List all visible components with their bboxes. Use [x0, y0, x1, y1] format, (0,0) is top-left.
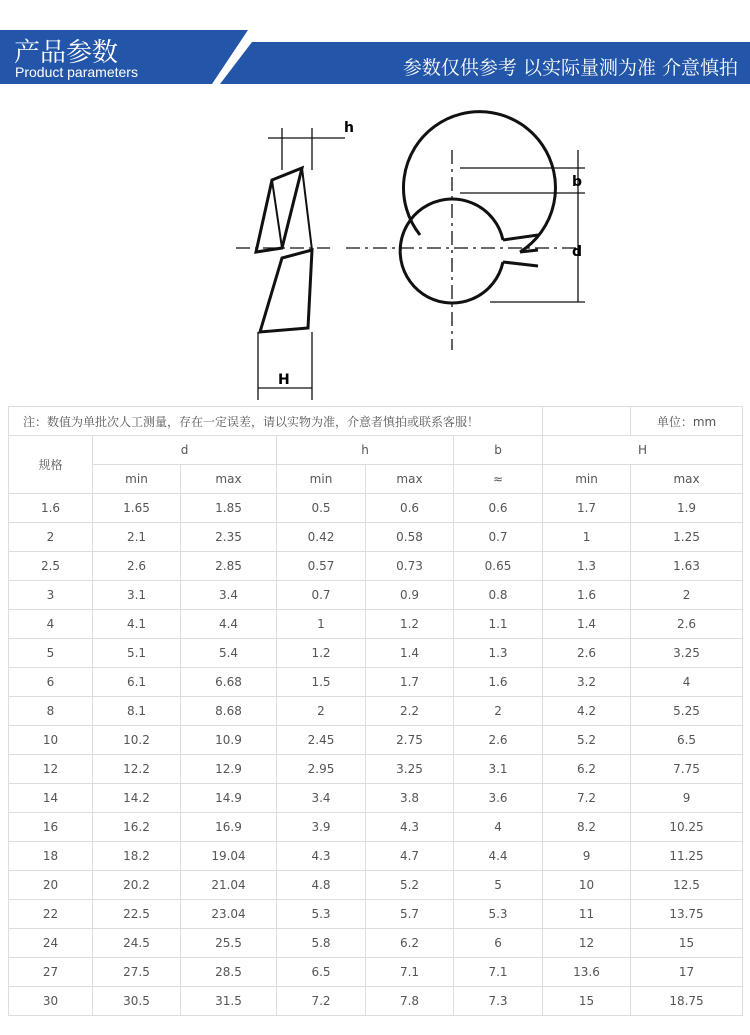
- value-cell: 7.2: [277, 987, 366, 1016]
- value-cell: 2: [454, 697, 543, 726]
- label-h: h: [344, 120, 354, 136]
- value-cell: 5: [454, 871, 543, 900]
- value-cell: 4: [631, 668, 743, 697]
- spec-cell: 30: [9, 987, 93, 1016]
- value-cell: 3.2: [543, 668, 631, 697]
- value-cell: 10: [543, 871, 631, 900]
- value-cell: 4.4: [454, 842, 543, 871]
- value-cell: 1.5: [277, 668, 366, 697]
- spec-cell: 14: [9, 784, 93, 813]
- spec-cell: 2.5: [9, 552, 93, 581]
- value-cell: 3.8: [366, 784, 454, 813]
- spec-cell: 1.6: [9, 494, 93, 523]
- group-header-h: h: [277, 436, 454, 465]
- subheader-cell: ≈: [454, 465, 543, 494]
- value-cell: 5.1: [93, 639, 181, 668]
- value-cell: 7.3: [454, 987, 543, 1016]
- value-cell: 14.9: [181, 784, 277, 813]
- table-row: [9, 523, 743, 552]
- value-cell: 24.5: [93, 929, 181, 958]
- value-cell: 12.9: [181, 755, 277, 784]
- table-row: [9, 494, 743, 523]
- value-cell: 6: [454, 929, 543, 958]
- table-row: [9, 813, 743, 842]
- value-cell: 0.6: [454, 494, 543, 523]
- spring-washer-diagram: [220, 110, 620, 400]
- value-cell: 3.9: [277, 813, 366, 842]
- value-cell: 5.8: [277, 929, 366, 958]
- value-cell: 0.58: [366, 523, 454, 552]
- value-cell: 5.4: [181, 639, 277, 668]
- value-cell: 10.25: [631, 813, 743, 842]
- table-row: [9, 842, 743, 871]
- value-cell: 12.5: [631, 871, 743, 900]
- table-row: [9, 871, 743, 900]
- subheader-cell: max: [631, 465, 743, 494]
- value-cell: 1.3: [543, 552, 631, 581]
- value-cell: 16.9: [181, 813, 277, 842]
- value-cell: 7.2: [543, 784, 631, 813]
- value-cell: 7.75: [631, 755, 743, 784]
- value-cell: 3.4: [181, 581, 277, 610]
- subheader-cell: min: [93, 465, 181, 494]
- spec-cell: 6: [9, 668, 93, 697]
- table-row: [9, 929, 743, 958]
- value-cell: 6.2: [543, 755, 631, 784]
- value-cell: 2.6: [93, 552, 181, 581]
- value-cell: 0.57: [277, 552, 366, 581]
- table-row: [9, 755, 743, 784]
- value-cell: 1.4: [366, 639, 454, 668]
- spec-cell: 27: [9, 958, 93, 987]
- value-cell: 4.2: [543, 697, 631, 726]
- value-cell: 1.9: [631, 494, 743, 523]
- spec-header: 规格: [9, 436, 93, 494]
- table-row: [9, 581, 743, 610]
- value-cell: 18.75: [631, 987, 743, 1016]
- table-row: [9, 726, 743, 755]
- value-cell: 6.5: [631, 726, 743, 755]
- value-cell: 2.6: [543, 639, 631, 668]
- value-cell: 3.25: [366, 755, 454, 784]
- value-cell: 15: [631, 929, 743, 958]
- value-cell: 25.5: [181, 929, 277, 958]
- value-cell: 13.6: [543, 958, 631, 987]
- value-cell: 1.2: [277, 639, 366, 668]
- value-cell: 5.2: [366, 871, 454, 900]
- value-cell: 4.3: [366, 813, 454, 842]
- value-cell: 0.65: [454, 552, 543, 581]
- value-cell: 0.6: [366, 494, 454, 523]
- label-d: d: [572, 244, 583, 260]
- value-cell: 2.75: [366, 726, 454, 755]
- value-cell: 0.7: [277, 581, 366, 610]
- value-cell: 6.5: [277, 958, 366, 987]
- value-cell: 13.75: [631, 900, 743, 929]
- spec-cell: 8: [9, 697, 93, 726]
- value-cell: 8.2: [543, 813, 631, 842]
- value-cell: 0.8: [454, 581, 543, 610]
- measurement-note: 注：数值为单批次人工测量，存在一定误差，请以实物为准，介意者慎拍或联系客服！: [9, 407, 543, 436]
- spec-table: [8, 406, 743, 1016]
- table-row: [9, 987, 743, 1016]
- spec-cell: 20: [9, 871, 93, 900]
- subheader-cell: max: [181, 465, 277, 494]
- spec-cell: 4: [9, 610, 93, 639]
- value-cell: 0.42: [277, 523, 366, 552]
- value-cell: 8.1: [93, 697, 181, 726]
- value-cell: 6.2: [366, 929, 454, 958]
- value-cell: 1.2: [366, 610, 454, 639]
- value-cell: 1.4: [543, 610, 631, 639]
- spec-cell: 2: [9, 523, 93, 552]
- value-cell: 9: [631, 784, 743, 813]
- value-cell: 1.63: [631, 552, 743, 581]
- group-header-d: d: [93, 436, 277, 465]
- value-cell: 7.8: [366, 987, 454, 1016]
- spec-cell: 22: [9, 900, 93, 929]
- subheader-cell: min: [543, 465, 631, 494]
- value-cell: 0.9: [366, 581, 454, 610]
- table-row: [9, 668, 743, 697]
- value-cell: 2: [631, 581, 743, 610]
- value-cell: 4.4: [181, 610, 277, 639]
- spec-cell: 16: [9, 813, 93, 842]
- value-cell: 1: [543, 523, 631, 552]
- value-cell: 4: [454, 813, 543, 842]
- page-title: 产品参数: [14, 38, 119, 68]
- value-cell: 1.85: [181, 494, 277, 523]
- spec-cell: 10: [9, 726, 93, 755]
- value-cell: 10.9: [181, 726, 277, 755]
- table-row: [9, 552, 743, 581]
- value-cell: 2.85: [181, 552, 277, 581]
- value-cell: 19.04: [181, 842, 277, 871]
- value-cell: 1: [277, 610, 366, 639]
- slogan: 参数仅供参考 以实际量测为准 介意慎拍: [402, 57, 738, 79]
- value-cell: 31.5: [181, 987, 277, 1016]
- table-row: [9, 958, 743, 987]
- value-cell: 5.2: [543, 726, 631, 755]
- value-cell: 20.2: [93, 871, 181, 900]
- value-cell: 1.65: [93, 494, 181, 523]
- table-row: [9, 900, 743, 929]
- value-cell: 12: [543, 929, 631, 958]
- value-cell: 9: [543, 842, 631, 871]
- value-cell: 2.6: [454, 726, 543, 755]
- value-cell: 14.2: [93, 784, 181, 813]
- unit-label: 单位：mm: [631, 407, 743, 436]
- value-cell: 21.04: [181, 871, 277, 900]
- value-cell: 1.7: [366, 668, 454, 697]
- table-row: [9, 639, 743, 668]
- value-cell: 3.1: [454, 755, 543, 784]
- value-cell: 10.2: [93, 726, 181, 755]
- value-cell: 1.1: [454, 610, 543, 639]
- value-cell: 1.6: [543, 581, 631, 610]
- value-cell: 28.5: [181, 958, 277, 987]
- value-cell: 8.68: [181, 697, 277, 726]
- value-cell: 2.6: [631, 610, 743, 639]
- table-row: [9, 610, 743, 639]
- spec-cell: 5: [9, 639, 93, 668]
- spec-cell: 24: [9, 929, 93, 958]
- spec-cell: 12: [9, 755, 93, 784]
- value-cell: 3.25: [631, 639, 743, 668]
- value-cell: 7.1: [366, 958, 454, 987]
- value-cell: 2.45: [277, 726, 366, 755]
- spec-cell: 3: [9, 581, 93, 610]
- group-header-H: H: [543, 436, 743, 465]
- value-cell: 6.1: [93, 668, 181, 697]
- value-cell: 2.1: [93, 523, 181, 552]
- value-cell: 0.73: [366, 552, 454, 581]
- value-cell: 7.1: [454, 958, 543, 987]
- value-cell: 11.25: [631, 842, 743, 871]
- value-cell: 18.2: [93, 842, 181, 871]
- value-cell: 4.7: [366, 842, 454, 871]
- subheader-cell: min: [277, 465, 366, 494]
- value-cell: 16.2: [93, 813, 181, 842]
- value-cell: 11: [543, 900, 631, 929]
- value-cell: 23.04: [181, 900, 277, 929]
- value-cell: 3.4: [277, 784, 366, 813]
- value-cell: 3.1: [93, 581, 181, 610]
- value-cell: 27.5: [93, 958, 181, 987]
- value-cell: 2.2: [366, 697, 454, 726]
- value-cell: 5.3: [454, 900, 543, 929]
- page-subtitle: Product parameters: [15, 64, 138, 80]
- value-cell: 6.68: [181, 668, 277, 697]
- group-header-b: b: [454, 436, 543, 465]
- value-cell: 30.5: [93, 987, 181, 1016]
- table-row: [9, 784, 743, 813]
- value-cell: 2.35: [181, 523, 277, 552]
- value-cell: 1.3: [454, 639, 543, 668]
- value-cell: 1.7: [543, 494, 631, 523]
- subheader-cell: max: [366, 465, 454, 494]
- value-cell: 0.7: [454, 523, 543, 552]
- value-cell: 4.1: [93, 610, 181, 639]
- value-cell: 3.6: [454, 784, 543, 813]
- value-cell: 2.95: [277, 755, 366, 784]
- value-cell: 17: [631, 958, 743, 987]
- value-cell: 2: [277, 697, 366, 726]
- value-cell: 1.25: [631, 523, 743, 552]
- value-cell: 0.5: [277, 494, 366, 523]
- table-row: [9, 697, 743, 726]
- label-b: b: [572, 174, 583, 190]
- value-cell: 1.6: [454, 668, 543, 697]
- value-cell: 5.3: [277, 900, 366, 929]
- value-cell: 12.2: [93, 755, 181, 784]
- label-H: H: [278, 372, 290, 388]
- value-cell: 15: [543, 987, 631, 1016]
- value-cell: 4.3: [277, 842, 366, 871]
- value-cell: 4.8: [277, 871, 366, 900]
- value-cell: 22.5: [93, 900, 181, 929]
- spec-cell: 18: [9, 842, 93, 871]
- value-cell: 5.7: [366, 900, 454, 929]
- value-cell: 5.25: [631, 697, 743, 726]
